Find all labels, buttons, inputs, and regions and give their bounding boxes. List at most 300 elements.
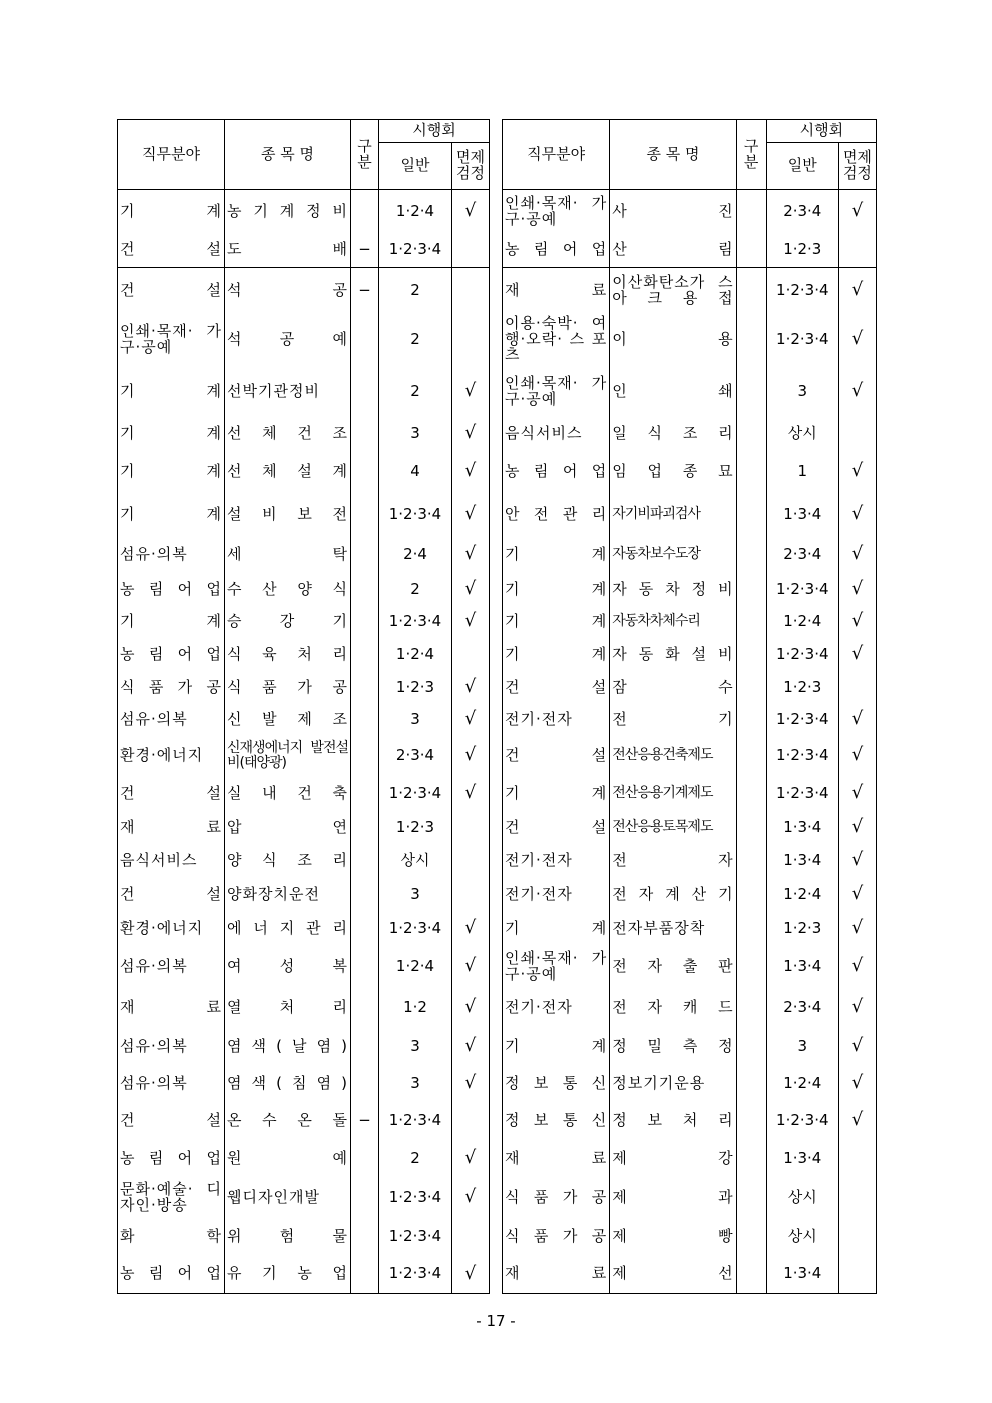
- item-name-cell: 인 쇄: [610, 366, 736, 418]
- table-row: [118, 494, 490, 536]
- table-row: [118, 1066, 490, 1102]
- header-division: 구분: [351, 120, 379, 190]
- item-name-cell: 에 너 지 관 리: [225, 912, 351, 946]
- division-cell: [351, 190, 379, 234]
- exempt-check-cell: √: [452, 366, 490, 418]
- general-round-cell: 2: [379, 268, 452, 314]
- item-name-cell: 열 처 리: [225, 988, 351, 1028]
- exempt-check-cell: √: [838, 450, 876, 494]
- division-cell: [736, 988, 766, 1028]
- division-cell: [736, 1178, 766, 1218]
- item-name-cell: 자기비파괴검사: [610, 494, 736, 536]
- general-round-cell: 1·2·3: [766, 912, 838, 946]
- field-cell: 정 보 통 신: [503, 1066, 610, 1102]
- table-row: [503, 418, 877, 450]
- general-round-cell: 2·4: [379, 536, 452, 574]
- division-cell: [736, 574, 766, 606]
- general-round-cell: 1·2·3·4: [766, 776, 838, 812]
- exempt-check-cell: √: [452, 1140, 490, 1178]
- table-row: [118, 704, 490, 736]
- table-row: [503, 268, 877, 314]
- table-row: [503, 574, 877, 606]
- division-cell: [351, 812, 379, 844]
- table-row: [503, 1066, 877, 1102]
- field-cell: 기 계: [118, 450, 225, 494]
- field-cell: 건 설: [503, 736, 610, 776]
- item-name-cell: 정보기기운용: [610, 1066, 736, 1102]
- field-cell: 건 설: [503, 812, 610, 844]
- division-cell: [351, 494, 379, 536]
- general-round-cell: 3: [379, 418, 452, 450]
- item-name-cell: 선박기관정비: [225, 366, 351, 418]
- division-cell: [351, 1140, 379, 1178]
- general-round-cell: 1·2: [379, 988, 452, 1028]
- general-round-cell: 1·2·3·4: [379, 494, 452, 536]
- header-exempt: 면제검정: [452, 143, 490, 190]
- item-name-cell: 여 성 복: [225, 946, 351, 988]
- item-name-cell: 전산응용건축제도: [610, 736, 736, 776]
- item-name-cell: 염 색 ( 침 염 ): [225, 1066, 351, 1102]
- division-cell: [736, 878, 766, 912]
- general-round-cell: 1·2·3·4: [766, 638, 838, 672]
- item-name-cell: 위 험 물: [225, 1218, 351, 1256]
- field-cell: 건 설: [118, 1102, 225, 1140]
- item-name-cell: 자동차보수도장: [610, 536, 736, 574]
- general-round-cell: 1·3·4: [766, 844, 838, 878]
- exempt-check-cell: [838, 1178, 876, 1218]
- item-name-cell: 승 강 기: [225, 606, 351, 638]
- general-round-cell: 3: [379, 878, 452, 912]
- field-cell: 섬유·의복: [118, 536, 225, 574]
- exempt-check-cell: [452, 234, 490, 268]
- general-round-cell: 1·2·4: [766, 606, 838, 638]
- field-cell: 화 학: [118, 1218, 225, 1256]
- field-cell: 전기·전자: [503, 844, 610, 878]
- general-round-cell: 1·2·3·4: [379, 606, 452, 638]
- header-general: 일반: [766, 143, 838, 190]
- division-cell: [351, 536, 379, 574]
- field-cell: 이용·숙박· 여행·오락· 스 포 츠: [503, 314, 610, 366]
- division-cell: [351, 366, 379, 418]
- exempt-check-cell: √: [452, 536, 490, 574]
- table-row: [118, 366, 490, 418]
- exempt-check-cell: √: [838, 268, 876, 314]
- item-name-cell: 신 발 제 조: [225, 704, 351, 736]
- item-name-cell: 제 빵: [610, 1218, 736, 1256]
- field-cell: 기 계: [503, 574, 610, 606]
- field-cell: 기 계: [118, 606, 225, 638]
- item-name-cell: 제 선: [610, 1256, 736, 1294]
- exempt-check-cell: √: [452, 1028, 490, 1066]
- header-field: 직무분야: [118, 120, 225, 190]
- division-cell: [351, 638, 379, 672]
- exempt-check-cell: [838, 1218, 876, 1256]
- item-name-cell: 산 림: [610, 234, 736, 268]
- item-name-cell: 염 색 ( 날 염 ): [225, 1028, 351, 1066]
- item-name-cell: 설 비 보 전: [225, 494, 351, 536]
- item-name-cell: 전 자: [610, 844, 736, 878]
- item-name-cell: 압 연: [225, 812, 351, 844]
- table-row: [118, 844, 490, 878]
- table-row: [118, 536, 490, 574]
- table-row: [503, 988, 877, 1028]
- exempt-check-cell: √: [452, 450, 490, 494]
- field-cell: 전기·전자: [503, 988, 610, 1028]
- field-cell: 농 림 어 업: [118, 638, 225, 672]
- item-name-cell: 전 기: [610, 704, 736, 736]
- table-row: [503, 776, 877, 812]
- item-name-cell: 전산응용토목제도: [610, 812, 736, 844]
- table-row: [118, 1218, 490, 1256]
- exempt-check-cell: √: [452, 1178, 490, 1218]
- general-round-cell: 1·3·4: [766, 812, 838, 844]
- table-row: [118, 268, 490, 314]
- exempt-check-cell: √: [838, 844, 876, 878]
- exempt-check-cell: √: [452, 418, 490, 450]
- field-cell: 환경·에너지: [118, 736, 225, 776]
- division-cell: [351, 1028, 379, 1066]
- field-cell: 기 계: [503, 536, 610, 574]
- division-cell: [351, 606, 379, 638]
- division-cell: [736, 418, 766, 450]
- division-cell: [736, 704, 766, 736]
- table-row: [503, 812, 877, 844]
- division-cell: [736, 234, 766, 268]
- field-cell: 농 림 어 업: [118, 1256, 225, 1294]
- field-cell: 재 료: [503, 268, 610, 314]
- table-row: [118, 912, 490, 946]
- exempt-check-cell: √: [838, 704, 876, 736]
- general-round-cell: 1·3·4: [766, 494, 838, 536]
- general-round-cell: 1·2·3: [766, 234, 838, 268]
- field-cell: 농 림 어 업: [118, 1140, 225, 1178]
- item-name-cell: 세 탁: [225, 536, 351, 574]
- right-table-body: [503, 190, 877, 1294]
- exempt-check-cell: [452, 1218, 490, 1256]
- field-cell: 인쇄·목재· 가구·공예: [503, 366, 610, 418]
- header-item: 종 목 명: [225, 120, 351, 190]
- general-round-cell: 2·3·4: [766, 988, 838, 1028]
- item-name-cell: 임 업 종 묘: [610, 450, 736, 494]
- header-round: 시행회: [766, 120, 876, 143]
- right-qualification-table: [502, 119, 877, 1294]
- exempt-check-cell: √: [452, 1066, 490, 1102]
- header-exempt: 면제검정: [838, 143, 876, 190]
- division-cell: [736, 672, 766, 704]
- general-round-cell: 1·2·3: [766, 672, 838, 704]
- table-row: [118, 736, 490, 776]
- field-cell: 기 계: [503, 638, 610, 672]
- field-cell: 건 설: [503, 672, 610, 704]
- table-row: [503, 672, 877, 704]
- table-row: [118, 1028, 490, 1066]
- division-cell: [736, 1140, 766, 1178]
- item-name-cell: 양 식 조 리: [225, 844, 351, 878]
- header-division: 구분: [736, 120, 766, 190]
- table-row: [503, 638, 877, 672]
- field-cell: 기 계: [503, 606, 610, 638]
- field-cell: 음식서비스: [118, 844, 225, 878]
- field-cell: 섬유·의복: [118, 1028, 225, 1066]
- exempt-check-cell: √: [452, 776, 490, 812]
- field-cell: 안 전 관 리: [503, 494, 610, 536]
- exempt-check-cell: √: [452, 1256, 490, 1294]
- field-cell: 기 계: [118, 418, 225, 450]
- general-round-cell: 1·2·4: [766, 1066, 838, 1102]
- field-cell: 문화·예술· 디자인·방송: [118, 1178, 225, 1218]
- division-cell: [351, 946, 379, 988]
- item-name-cell: 이산화탄소가 스 아 크 용 접: [610, 268, 736, 314]
- division-cell: [736, 912, 766, 946]
- division-cell: [736, 1028, 766, 1066]
- table-row: [503, 234, 877, 268]
- general-round-cell: 1·2·3·4: [379, 234, 452, 268]
- item-name-cell: 정 밀 측 정: [610, 1028, 736, 1066]
- division-cell: [351, 704, 379, 736]
- exempt-check-cell: [452, 314, 490, 366]
- table-row: [503, 1178, 877, 1218]
- division-cell: [351, 314, 379, 366]
- exempt-check-cell: √: [838, 638, 876, 672]
- item-name-cell: 전 자 계 산 기: [610, 878, 736, 912]
- field-cell: 환경·에너지: [118, 912, 225, 946]
- exempt-check-cell: √: [838, 878, 876, 912]
- general-round-cell: 2: [379, 314, 452, 366]
- item-name-cell: 제 강: [610, 1140, 736, 1178]
- field-cell: 섬유·의복: [118, 946, 225, 988]
- item-name-cell: 선 체 건 조: [225, 418, 351, 450]
- exempt-check-cell: √: [838, 606, 876, 638]
- item-name-cell: 잠 수: [610, 672, 736, 704]
- exempt-check-cell: √: [452, 672, 490, 704]
- general-round-cell: 2·3·4: [379, 736, 452, 776]
- general-round-cell: 1·3·4: [766, 1256, 838, 1294]
- exempt-check-cell: √: [838, 494, 876, 536]
- general-round-cell: 1·2·4: [379, 946, 452, 988]
- table-row: [503, 536, 877, 574]
- exempt-check-cell: √: [838, 190, 876, 234]
- table-row: [503, 1102, 877, 1140]
- general-round-cell: 3: [379, 704, 452, 736]
- general-round-cell: 1·2·3·4: [379, 1218, 452, 1256]
- field-cell: 농 림 어 업: [503, 450, 610, 494]
- general-round-cell: 상시: [766, 1178, 838, 1218]
- table-row: [503, 450, 877, 494]
- division-cell: [736, 1256, 766, 1294]
- field-cell: 전기·전자: [503, 704, 610, 736]
- table-row: [118, 1178, 490, 1218]
- item-name-cell: 원 예: [225, 1140, 351, 1178]
- division-cell: [736, 494, 766, 536]
- field-cell: 인쇄·목재· 가구·공예: [503, 190, 610, 234]
- division-cell: [351, 776, 379, 812]
- table-row: [118, 606, 490, 638]
- item-name-cell: 양화장치운전: [225, 878, 351, 912]
- division-cell: [351, 672, 379, 704]
- table-row: [118, 234, 490, 268]
- general-round-cell: 1·3·4: [766, 946, 838, 988]
- division-cell: [351, 988, 379, 1028]
- general-round-cell: 1·2·3: [379, 672, 452, 704]
- table-row: [503, 1256, 877, 1294]
- division-cell: [351, 878, 379, 912]
- field-cell: 식 품 가 공: [503, 1218, 610, 1256]
- table-row: [503, 704, 877, 736]
- item-name-cell: 유 기 농 업: [225, 1256, 351, 1294]
- exempt-check-cell: [838, 1256, 876, 1294]
- exempt-check-cell: √: [452, 494, 490, 536]
- field-cell: 섬유·의복: [118, 1066, 225, 1102]
- header-round: 시행회: [379, 120, 490, 143]
- item-name-cell: 석 공 예: [225, 314, 351, 366]
- general-round-cell: 1·2·4: [379, 638, 452, 672]
- item-name-cell: 자 동 화 설 비: [610, 638, 736, 672]
- division-cell: [736, 736, 766, 776]
- item-name-cell: 석 공: [225, 268, 351, 314]
- item-name-cell: 전산응용기계제도: [610, 776, 736, 812]
- general-round-cell: 3: [379, 1028, 452, 1066]
- general-round-cell: 3: [379, 1066, 452, 1102]
- table-row: [118, 450, 490, 494]
- general-round-cell: 1·2·3·4: [766, 704, 838, 736]
- left-qualification-table: [117, 119, 490, 1294]
- field-cell: 재 료: [118, 812, 225, 844]
- item-name-cell: 웹디자인개발: [225, 1178, 351, 1218]
- item-name-cell: 이 용: [610, 314, 736, 366]
- field-cell: 재 료: [503, 1140, 610, 1178]
- item-name-cell: 정 보 처 리: [610, 1102, 736, 1140]
- field-cell: 기 계: [118, 366, 225, 418]
- field-cell: 음식서비스: [503, 418, 610, 450]
- item-name-cell: 일 식 조 리: [610, 418, 736, 450]
- table-row: [118, 776, 490, 812]
- division-cell: [351, 1178, 379, 1218]
- field-cell: 식 품 가 공: [503, 1178, 610, 1218]
- exempt-check-cell: √: [838, 1102, 876, 1140]
- exempt-check-cell: [838, 672, 876, 704]
- division-cell: [736, 366, 766, 418]
- field-cell: 기 계: [118, 494, 225, 536]
- exempt-check-cell: √: [452, 988, 490, 1028]
- exempt-check-cell: √: [838, 574, 876, 606]
- general-round-cell: 2·3·4: [766, 190, 838, 234]
- table-row: [118, 1102, 490, 1140]
- exempt-check-cell: √: [838, 812, 876, 844]
- field-cell: 섬유·의복: [118, 704, 225, 736]
- exempt-check-cell: [452, 812, 490, 844]
- field-cell: 기 계: [118, 190, 225, 234]
- table-row: [503, 606, 877, 638]
- exempt-check-cell: √: [452, 606, 490, 638]
- table-row: [118, 946, 490, 988]
- field-cell: 전기·전자: [503, 878, 610, 912]
- item-name-cell: 실 내 건 축: [225, 776, 351, 812]
- general-round-cell: 4: [379, 450, 452, 494]
- division-cell: [736, 638, 766, 672]
- general-round-cell: 상시: [766, 1218, 838, 1256]
- left-table-body: [118, 190, 490, 1294]
- item-name-cell: 사 진: [610, 190, 736, 234]
- division-cell: [351, 844, 379, 878]
- exempt-check-cell: √: [838, 988, 876, 1028]
- division-cell: [736, 314, 766, 366]
- field-cell: 농 림 어 업: [118, 574, 225, 606]
- field-cell: 인쇄·목재· 가구·공예: [118, 314, 225, 366]
- item-name-cell: 전 자 캐 드: [610, 988, 736, 1028]
- item-name-cell: 선 체 설 계: [225, 450, 351, 494]
- field-cell: 농 림 어 업: [503, 234, 610, 268]
- item-name-cell: 온 수 온 돌: [225, 1102, 351, 1140]
- exempt-check-cell: √: [838, 314, 876, 366]
- division-cell: [351, 1218, 379, 1256]
- table-row: [118, 988, 490, 1028]
- division-cell: −: [351, 234, 379, 268]
- general-round-cell: 1·2·4: [766, 878, 838, 912]
- exempt-check-cell: √: [452, 574, 490, 606]
- division-cell: [736, 606, 766, 638]
- general-round-cell: 1·2·3·4: [379, 1102, 452, 1140]
- exempt-check-cell: [452, 1102, 490, 1140]
- table-row: [503, 912, 877, 946]
- header-field: 직무분야: [503, 120, 610, 190]
- item-name-cell: 식 품 가 공: [225, 672, 351, 704]
- table-row: [503, 1140, 877, 1178]
- exempt-check-cell: √: [838, 366, 876, 418]
- item-name-cell: 자 동 차 정 비: [610, 574, 736, 606]
- table-row: [503, 1028, 877, 1066]
- division-cell: [736, 1066, 766, 1102]
- item-name-cell: 식 육 처 리: [225, 638, 351, 672]
- header-general: 일반: [379, 143, 452, 190]
- exempt-check-cell: √: [838, 736, 876, 776]
- item-name-cell: 제 과: [610, 1178, 736, 1218]
- general-round-cell: 2: [379, 366, 452, 418]
- general-round-cell: 2: [379, 1140, 452, 1178]
- exempt-check-cell: √: [838, 912, 876, 946]
- table-row: [118, 878, 490, 912]
- general-round-cell: 상시: [766, 418, 838, 450]
- exempt-check-cell: [452, 878, 490, 912]
- item-name-cell: 자동차차체수리: [610, 606, 736, 638]
- item-name-cell: 농 기 계 정 비: [225, 190, 351, 234]
- general-round-cell: 2·3·4: [766, 536, 838, 574]
- item-name-cell: 수 산 양 식: [225, 574, 351, 606]
- general-round-cell: 1·2·3·4: [766, 268, 838, 314]
- table-row: [118, 812, 490, 844]
- field-cell: 건 설: [118, 878, 225, 912]
- field-cell: 기 계: [503, 912, 610, 946]
- division-cell: [736, 1102, 766, 1140]
- table-row: [118, 190, 490, 234]
- division-cell: −: [351, 268, 379, 314]
- field-cell: 건 설: [118, 268, 225, 314]
- table-row: [503, 1218, 877, 1256]
- item-name-cell: 신재생에너지 발전설비(태양광): [225, 736, 351, 776]
- exempt-check-cell: √: [838, 776, 876, 812]
- general-round-cell: 1·2·3·4: [766, 574, 838, 606]
- exempt-check-cell: [838, 234, 876, 268]
- item-name-cell: 전 자 출 판: [610, 946, 736, 988]
- page-number: - 17 -: [476, 1312, 516, 1330]
- general-round-cell: 1·3·4: [766, 1140, 838, 1178]
- table-row: [503, 844, 877, 878]
- field-cell: 정 보 통 신: [503, 1102, 610, 1140]
- table-row: [503, 366, 877, 418]
- general-round-cell: 1·2·3: [379, 812, 452, 844]
- general-round-cell: 1·2·3·4: [379, 1178, 452, 1218]
- general-round-cell: 1·2·3·4: [766, 314, 838, 366]
- division-cell: [736, 450, 766, 494]
